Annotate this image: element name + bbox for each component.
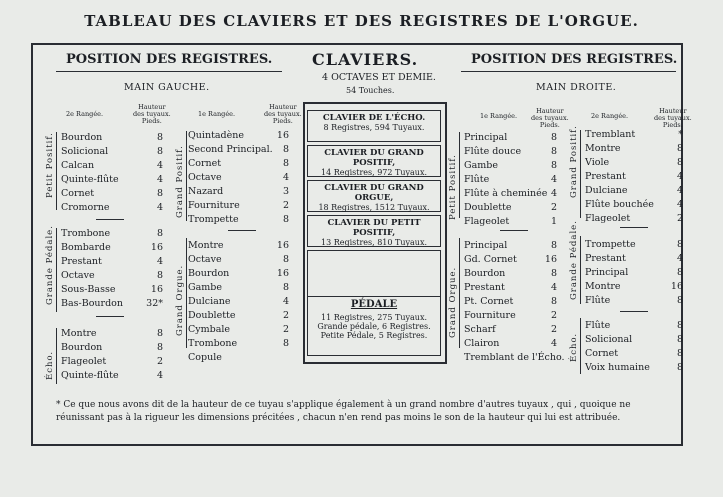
register-pitch: * — [678, 129, 683, 140]
register-name: Bourdon — [61, 342, 103, 353]
register-name: Flûte — [585, 295, 611, 306]
register-pitch: 2 — [550, 310, 557, 321]
register-name: Montre — [585, 143, 621, 154]
register-pitch: 8 — [282, 338, 289, 349]
register-pitch: 8 — [550, 296, 557, 307]
register-name: Octave — [188, 172, 222, 183]
group-grand-positif-left: Grand Positif. — [175, 145, 185, 218]
register-name: Prestant — [464, 282, 505, 293]
register-pitch: 8 — [550, 160, 557, 171]
register-pitch: 8 — [156, 328, 163, 339]
keyboard-grand-positif-name: CLAVIER DU GRAND POSITIF, — [324, 148, 424, 168]
separator — [620, 227, 648, 228]
group-petit-positif-right: Petit Positif. — [448, 154, 458, 220]
position-heading-left: POSITION DES REGISTRES. — [66, 52, 273, 67]
register-pitch: 16 — [670, 281, 683, 292]
keyboard-petit-positif — [307, 215, 441, 247]
register-name: Fourniture — [464, 310, 516, 321]
register-pitch: 4 — [676, 253, 683, 264]
register-pitch: 2 — [156, 356, 163, 367]
register-pitch: 8 — [550, 146, 557, 157]
register-name: Scharf — [464, 324, 496, 335]
register-pitch: 2 — [676, 213, 683, 224]
group-grande-pedale-left: Grande Pédale. — [45, 225, 55, 305]
register-pitch: 4 — [550, 338, 557, 349]
keyboard-petit-positif-name: CLAVIER DU PETIT POSITIF, — [327, 218, 421, 238]
header-hauteur-3: Hauteur des tuyaux. Pieds. — [531, 107, 569, 129]
register-pitch: 16 — [150, 284, 163, 295]
register-name: Bombarde — [61, 242, 111, 253]
separator — [96, 219, 124, 220]
group-grand-orgue-right: Grand Orgue. — [448, 266, 458, 338]
register-pitch: 16 — [276, 130, 289, 141]
keyboard-empty-slot — [307, 250, 441, 297]
header-hauteur-4: Hauteur des tuyaux. Pieds. — [654, 107, 692, 129]
separator — [96, 316, 124, 317]
keyboard-grand-positif — [307, 145, 441, 177]
register-pitch: 4 — [156, 160, 163, 171]
register-name: Gambe — [464, 160, 498, 171]
keyboard-grand-orgue — [307, 180, 441, 212]
register-name: Octave — [61, 270, 95, 281]
register-name: Principal — [585, 267, 629, 278]
register-pitch: 8 — [550, 268, 557, 279]
group-grand-positif-right: Grand Positif. — [569, 125, 579, 198]
register-name: Flûte douce — [464, 146, 522, 157]
register-pitch: 8 — [676, 239, 683, 250]
register-name: Cornet — [188, 158, 222, 169]
register-pitch: 2 — [550, 202, 557, 213]
register-pitch: 16 — [544, 254, 557, 265]
header-hauteur-2: Hauteur des tuyaux. Pieds. — [264, 103, 302, 125]
register-name: Clairon — [464, 338, 500, 349]
register-name: Montre — [188, 240, 224, 251]
separator — [228, 230, 256, 231]
register-pitch: 8 — [156, 270, 163, 281]
register-pitch: 8 — [156, 228, 163, 239]
register-name: Quinte-flûte — [61, 370, 119, 381]
register-pitch: 8 — [676, 295, 683, 306]
register-pitch: 2 — [282, 324, 289, 335]
register-name: Doublette — [464, 202, 512, 213]
separator — [500, 230, 528, 231]
register-pitch: 8 — [282, 254, 289, 265]
register-pitch: 8 — [282, 282, 289, 293]
page-title: TABLEAU DES CLAVIERS ET DES REGISTRES DE L'ORGUE. — [84, 12, 639, 30]
register-name: Flageolet — [61, 356, 107, 367]
register-pitch: 4 — [282, 172, 289, 183]
pedale-line-3: Petite Pédale, 5 Registres. — [320, 331, 428, 340]
register-pitch: 16 — [150, 242, 163, 253]
register-pitch: 8 — [156, 188, 163, 199]
register-pitch: 8 — [676, 143, 683, 154]
register-pitch: 4 — [676, 199, 683, 210]
register-name: Montre — [61, 328, 97, 339]
group-grand-orgue-left: Grand Orgue. — [175, 264, 185, 336]
register-name: Flûte — [464, 174, 490, 185]
register-pitch: 8 — [156, 342, 163, 353]
register-name: Bourdon — [464, 268, 506, 279]
register-name: Gambe — [188, 282, 222, 293]
group-echo-left: Écho. — [45, 350, 55, 380]
register-pitch: 8 — [156, 146, 163, 157]
claviers-box — [303, 102, 447, 364]
claviers-touches: 54 Touches. — [346, 86, 395, 95]
register-name: Prestant — [585, 253, 626, 264]
register-pitch: 8 — [282, 144, 289, 155]
main-droite-label: MAIN DROITE. — [536, 82, 617, 93]
register-pitch: 4 — [550, 188, 557, 199]
register-pitch: 16 — [276, 268, 289, 279]
register-pitch: 8 — [282, 214, 289, 225]
register-name: Principal — [464, 240, 508, 251]
register-pitch: 8 — [550, 132, 557, 143]
register-pitch: 2 — [550, 324, 557, 335]
register-name: Montre — [585, 281, 621, 292]
register-name: Nazard — [188, 186, 224, 197]
register-pitch: 4 — [550, 282, 557, 293]
register-name: Flûte bouchée — [585, 199, 654, 210]
register-name: Flageolet — [585, 213, 631, 224]
footnote: * Ce que nous avons dit de la hauteur de ce tuyau s'applique également à un grand nombre d'autres tuyaux , qui , quoique ne réunissant pas à la rigueur les dimensions précitées , chacun n'en rend pas moins le son de la hauteur qui lui est attribuée. — [56, 400, 631, 423]
register-name: Flageolet — [464, 216, 510, 227]
pedale-line-1: 11 Registres, 275 Tuyaux. — [320, 313, 428, 322]
register-pitch: 8 — [676, 267, 683, 278]
register-pitch: 32* — [146, 298, 163, 309]
register-name: Quinte-flûte — [61, 174, 119, 185]
register-pitch: 2 — [282, 310, 289, 321]
register-name: Doublette — [188, 310, 236, 321]
register-name: Sous-Basse — [61, 284, 116, 295]
register-name: Solicional — [61, 146, 109, 157]
header-hauteur-1: Hauteur des tuyaux. Pieds. — [133, 103, 171, 125]
register-name: Cymbale — [188, 324, 231, 335]
register-name: Copule — [188, 352, 222, 363]
register-name: Second Principal. — [188, 144, 273, 155]
register-name: Dulciane — [188, 296, 231, 307]
keyboard-echo-detail: 8 Registres, 594 Tuyaux. — [323, 123, 425, 132]
register-name: Cornet — [61, 188, 95, 199]
register-pitch: 2 — [282, 200, 289, 211]
register-name: Quintadène — [188, 130, 244, 141]
register-pitch: 4 — [156, 174, 163, 185]
pedale-name: PÉDALE — [350, 299, 398, 310]
register-name: Trombone — [188, 338, 238, 349]
heading-underline-left — [56, 71, 282, 72]
keyboard-pedale — [307, 296, 441, 356]
header-rang2-right: 2e Rangée. — [591, 112, 629, 120]
register-name: Tremblant — [585, 129, 636, 140]
register-pitch: 8 — [550, 240, 557, 251]
register-pitch: 16 — [276, 240, 289, 251]
register-pitch: 8 — [156, 132, 163, 143]
register-name: Flûte — [585, 320, 611, 331]
register-name: Bas-Bourdon — [61, 298, 124, 309]
register-pitch: 8 — [676, 348, 683, 359]
register-name: Cornet — [585, 348, 619, 359]
register-pitch: 4 — [156, 370, 163, 381]
register-name: Trompette — [188, 214, 239, 225]
register-name: Calcan — [61, 160, 95, 171]
register-name: Pt. Cornet — [464, 296, 514, 307]
header-rang1-right: 1e Rangée. — [480, 112, 518, 120]
register-name: Dulciane — [585, 185, 628, 196]
register-pitch: 8 — [676, 362, 683, 373]
keyboard-petit-positif-detail: 13 Registres, 810 Tuyaux. — [320, 238, 428, 247]
register-name: Fourniture — [188, 200, 240, 211]
claviers-title: CLAVIERS. — [312, 50, 419, 69]
heading-underline-right — [461, 71, 676, 72]
register-name: Trombone — [61, 228, 111, 239]
main-gauche-label: MAIN GAUCHE. — [124, 82, 210, 93]
register-pitch: 4 — [676, 171, 683, 182]
register-pitch: 8 — [676, 334, 683, 345]
separator — [620, 311, 648, 312]
header-rang2-left: 2e Rangée. — [66, 110, 104, 118]
register-pitch: 4 — [676, 185, 683, 196]
claviers-subtitle: 4 OCTAVES ET DEMIE. — [322, 72, 436, 83]
pedale-line-2: Grande pédale, 6 Registres. — [317, 322, 431, 331]
register-pitch: 3 — [282, 186, 289, 197]
keyboard-echo — [307, 110, 441, 142]
keyboard-grand-orgue-name: CLAVIER DU GRAND ORGUE, — [324, 183, 424, 203]
register-pitch: 4 — [282, 296, 289, 307]
position-heading-right: POSITION DES REGISTRES. — [471, 52, 678, 67]
register-name: Cromorne — [61, 202, 110, 213]
register-name: Bourdon — [188, 268, 230, 279]
register-name: Prestant — [585, 171, 626, 182]
register-pitch: 4 — [550, 174, 557, 185]
register-name: Principal — [464, 132, 508, 143]
register-pitch: 8 — [676, 157, 683, 168]
register-pitch: 4 — [156, 256, 163, 267]
register-name: Flûte à cheminée — [464, 188, 548, 199]
keyboard-grand-orgue-detail: 18 Registres, 1512 Tuyaux. — [318, 203, 430, 212]
keyboard-grand-positif-detail: 14 Registres, 972 Tuyaux. — [320, 168, 428, 177]
group-echo-right: Écho. — [569, 332, 579, 362]
register-name: Solicional — [585, 334, 633, 345]
register-name: Trompette — [585, 239, 636, 250]
register-pitch: 4 — [156, 202, 163, 213]
register-name: Gd. Cornet — [464, 254, 517, 265]
register-pitch: 8 — [282, 158, 289, 169]
register-name: Bourdon — [61, 132, 103, 143]
register-name: Tremblant de l'Écho. — [464, 352, 565, 363]
register-pitch: 8 — [676, 320, 683, 331]
header-rang1-left: 1e Rangée. — [198, 110, 236, 118]
register-name: Viole — [585, 157, 610, 168]
group-grande-pedale-right: Grande Pédale. — [569, 220, 579, 300]
group-petit-positif-left: Petit Positif. — [45, 132, 55, 198]
register-pitch: 1 — [550, 216, 557, 227]
register-name: Prestant — [61, 256, 102, 267]
register-name: Octave — [188, 254, 222, 265]
register-name: Voix humaine — [585, 362, 650, 373]
keyboard-echo-name: CLAVIER DE L'ÉCHO. — [322, 113, 426, 123]
